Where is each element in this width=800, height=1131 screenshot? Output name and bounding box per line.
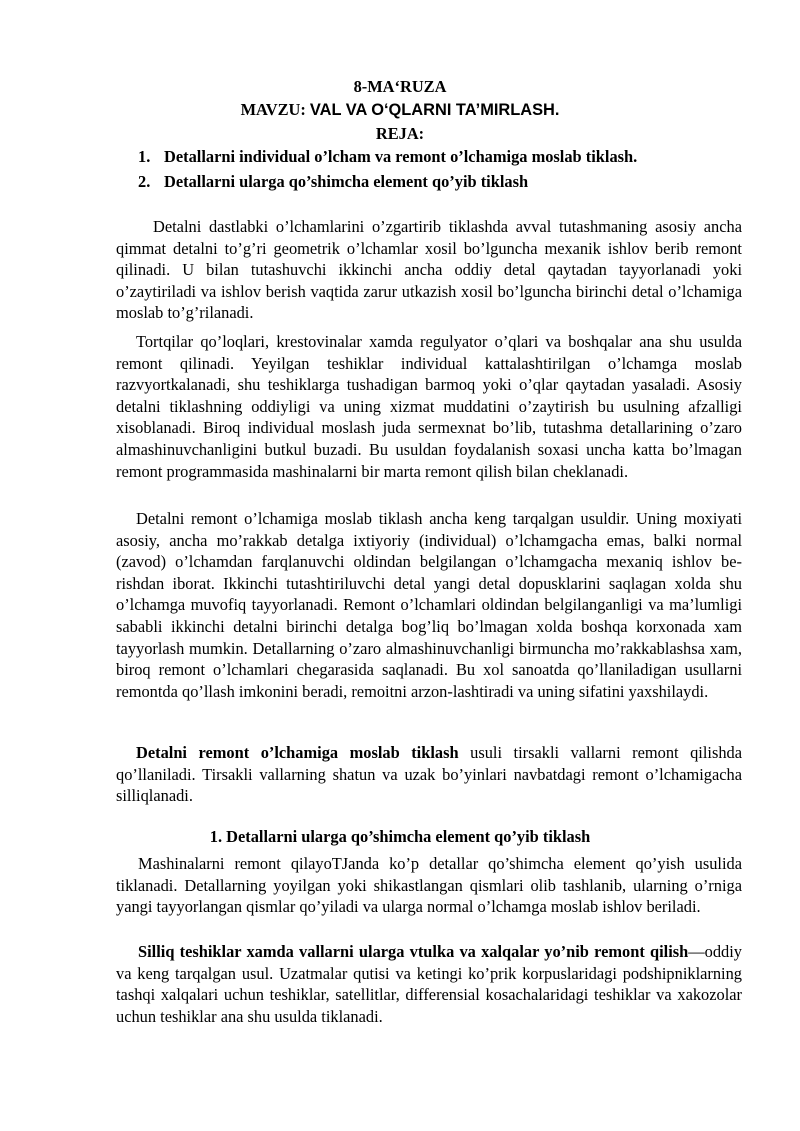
plan-title: REJA: [375, 124, 425, 143]
paragraph-1: Detalni dastlabki o’lchamlarini o’zgartirib tiklashda avval tutashmaning asosiy ancha qimmat detalni to’g’ri geometrik o’lchamlar xosil bo’lguncha mexanik ishlov berib remont qilinadi. U bilan tutashuvchi ikkinchi ancha oddiy detal qaytadan tayyorlanadi yoki o’zaytiriladi va ishlov berish vaqtida zarur utkazish xosil bo’lguncha birinchi detal o’lchamiga moslab to’g’rilanadi. [116, 217, 742, 323]
plan-item-number: 2. [138, 172, 151, 191]
paragraph-4 [116, 742, 742, 807]
plan-item-number: 1. [138, 147, 151, 166]
lecture-number: 8-MA‘RUZA [353, 77, 447, 96]
lecture-topic [0, 99, 800, 122]
paragraph-6-text: —oddiy va keng tarqalgan usul. Uzatmalar qutisi va ketingi ko’prik korpuslaridagi podshipniklarning tashqi xalqalari uchun teshiklar, satellitlar, differensial kosachalaridagi teshiklar va xakozolar uchun teshiklar ana shu usulda tiklanadi. [116, 942, 742, 1026]
paragraph-6 [116, 941, 742, 1027]
paragraph-6-bold: Silliq teshiklar xamda vallarni ularga vtulka va xalqalar yo’nib remont qilish [138, 942, 689, 961]
paragraph-4-text: usuli tirsakli vallarni remont qilishda qo’llaniladi. Tirsakli vallarning shatun va uzak bo’yinlari navbatdagi remont o’lchamigacha silliqlanadi. [116, 743, 742, 806]
paragraph-3: Detalni remont o’lchamiga moslab tiklash ancha keng tarqalgan usuldir. Uning moxiyati asosiy, ancha mo’rakkab detalga ixtiyoriy (individual) o’lchamgacha emas, balki normal (zavod) o’lchamdan farqlanuvchi oldindan belgilangan o’lchamgacha mexaniq ishlov be-rishdan iborat. Ikkinchi tutashtiriluvchi detal yangi detal dopusklarini saqlagan xolda shu o’lchamga muvofiq tayyorlanadi. Remont o’lchamlari oldindan belgilanganligi va ma’lumligi sababli ikkinchi detalni birinchi detalga bog’liq bo’lmagan xolda boshqa korxonada xam tayyorlash mumkin. Detallarning o’zaro almashinuvchanligi birmuncha mo’rakkablashsa xam, biroq remont o’lchamlari chegarasida saqlanadi. Bu xol sanoatda qo’llaniladigan usullarni remontda qo’llash imkonini beradi, remoitni arzon-lashtiradi va uning sifatini yaxshilaydi. [116, 509, 742, 701]
paragraph-2: Tortqilar qo’loqlari, krestovinalar xamda regulyator o’qlari va boshqalar ana shu usulda remont qilinadi. Yeyilgan teshiklar individual kattalashtirilgan o’lchamga moslab razvyortkalanadi, shu teshiklarga tushadigan barmoq yoki o’qlar qaytadan yasaladi. Asosiy detalni tiklashning oddiyligi va uning xizmat muddatini o’zaytirish bu usulning afzalligi xisoblanadi. Biroq individual moslash juda sermexnat bo’lib, tutashma detallarining o’zaro almashinuvchanligini butkul buzadi. Bu usuldan foydalanish soxasi uncha katta bo’lmagan remont programmasida mashinalarni bir marta remont qilish bilan cheklanadi. [116, 332, 742, 481]
plan-item-text: Detallarni ularga qo’shimcha element qo’yib tiklash [164, 172, 529, 191]
plan-item-text: Detallarni individual o’lcham va remont o’lchamiga moslab tiklash. [164, 147, 638, 166]
section-heading: 1. Detallarni ularga qo’shimcha element qo’yib tiklash [209, 827, 591, 846]
topic-prefix: MAVZU: [240, 100, 310, 119]
paragraph-4-bold: Detalni remont o’lchamiga moslab tiklash [136, 743, 459, 762]
plan-item-1 [138, 146, 778, 168]
topic-title: VAL VA O‘QLARNI TA’MIRLASH. [309, 101, 560, 119]
paragraph-5: Mashinalarni remont qilayoTJanda ko’p detallar qo’shimcha element qo’yish usulida tiklanadi. Detallarning yoyilgan yoki shikastlangan qismlari olib tashlanib, ularning o’rniga yangi tayyorlangan qismlar qo’yiladi va ularga normal o’lchamga moslab ishlov beriladi. [116, 854, 742, 917]
plan-item-2 [138, 171, 778, 193]
